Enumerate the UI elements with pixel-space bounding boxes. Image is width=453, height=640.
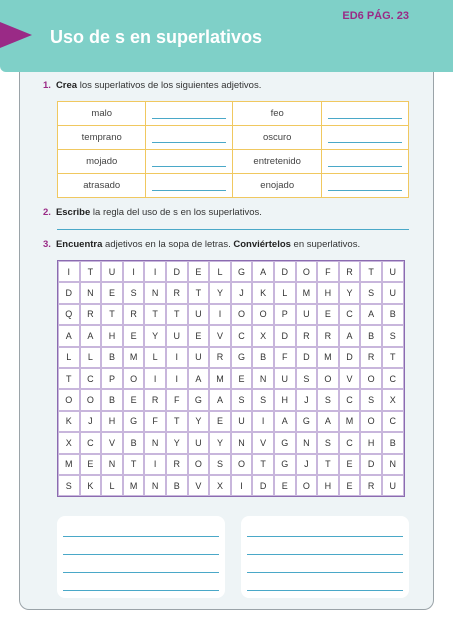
letter-cell[interactable]: N <box>80 282 102 303</box>
letter-cell[interactable]: S <box>382 325 404 346</box>
letter-cell[interactable]: A <box>317 411 339 432</box>
letter-cell[interactable]: J <box>296 389 318 410</box>
letter-cell[interactable]: D <box>360 454 382 475</box>
letter-cell[interactable]: R <box>209 347 231 368</box>
letter-cell[interactable]: O <box>360 368 382 389</box>
letter-cell[interactable]: N <box>144 432 166 453</box>
question-2-instruction <box>43 207 262 218</box>
adjective-cell: enojado <box>233 174 322 198</box>
letter-cell[interactable]: I <box>231 475 253 496</box>
letter-cell[interactable]: M <box>123 475 145 496</box>
letter-cell[interactable]: T <box>58 368 80 389</box>
letter-cell[interactable]: H <box>101 411 123 432</box>
letter-cell[interactable]: K <box>80 475 102 496</box>
letter-cell[interactable]: I <box>166 347 188 368</box>
letter-cell[interactable]: I <box>144 454 166 475</box>
letter-cell[interactable]: X <box>252 325 274 346</box>
letter-cell[interactable]: C <box>382 368 404 389</box>
letter-cell[interactable]: R <box>80 304 102 325</box>
letter-cell[interactable]: T <box>382 347 404 368</box>
letter-cell[interactable]: E <box>339 454 361 475</box>
question-1-verb: Crea <box>55 80 78 91</box>
letter-cell[interactable]: S <box>58 475 80 496</box>
letter-cell[interactable]: C <box>80 368 102 389</box>
letter-cell[interactable]: H <box>274 389 296 410</box>
adjective-cell: mojado <box>58 150 146 174</box>
letter-cell[interactable]: S <box>360 389 382 410</box>
letter-cell[interactable]: U <box>188 304 210 325</box>
letter-cell[interactable]: U <box>188 347 210 368</box>
letter-cell[interactable]: X <box>58 432 80 453</box>
letter-cell[interactable]: T <box>252 454 274 475</box>
letter-cell[interactable]: D <box>274 261 296 282</box>
letter-cell[interactable]: D <box>166 261 188 282</box>
letter-cell[interactable]: J <box>296 454 318 475</box>
letter-cell[interactable]: T <box>166 411 188 432</box>
answer-box-left[interactable] <box>57 516 225 598</box>
letter-cell[interactable]: V <box>209 325 231 346</box>
letter-cell[interactable]: N <box>144 282 166 303</box>
letter-cell[interactable]: O <box>231 304 253 325</box>
letter-cell[interactable]: A <box>188 368 210 389</box>
letter-cell[interactable]: X <box>382 389 404 410</box>
writing-line[interactable] <box>247 590 403 591</box>
letter-cell[interactable]: G <box>188 389 210 410</box>
letter-cell[interactable]: O <box>188 454 210 475</box>
letter-cell[interactable]: U <box>382 475 404 496</box>
question-3-text-mid: adjetivos en la sopa de letras. <box>102 239 234 250</box>
letter-cell[interactable]: H <box>317 282 339 303</box>
letter-cell[interactable]: A <box>360 304 382 325</box>
letter-cell[interactable]: T <box>80 261 102 282</box>
letter-cell[interactable]: Q <box>58 304 80 325</box>
letter-cell[interactable]: B <box>101 389 123 410</box>
letter-cell[interactable]: C <box>339 389 361 410</box>
letter-cell[interactable]: K <box>252 282 274 303</box>
letter-cell[interactable]: R <box>166 454 188 475</box>
letter-cell[interactable]: I <box>144 368 166 389</box>
letter-cell[interactable]: S <box>231 389 253 410</box>
letter-cell[interactable]: O <box>296 475 318 496</box>
writing-line[interactable] <box>247 554 403 555</box>
letter-cell[interactable]: C <box>231 325 253 346</box>
letter-cell[interactable]: D <box>339 347 361 368</box>
letter-cell[interactable]: A <box>80 325 102 346</box>
letter-cell[interactable]: C <box>382 411 404 432</box>
letter-cell[interactable]: E <box>101 282 123 303</box>
letter-cell[interactable]: E <box>123 325 145 346</box>
writing-line[interactable] <box>63 536 219 537</box>
letter-cell[interactable]: U <box>274 368 296 389</box>
letter-cell[interactable]: U <box>382 261 404 282</box>
letter-cell[interactable]: E <box>274 475 296 496</box>
letter-cell[interactable]: M <box>339 411 361 432</box>
letter-cell[interactable]: H <box>360 432 382 453</box>
letter-cell[interactable]: B <box>123 432 145 453</box>
adjective-cell: temprano <box>58 126 146 150</box>
adjectives-table <box>57 101 409 198</box>
letter-cell[interactable]: O <box>252 304 274 325</box>
word-search-grid <box>57 260 405 497</box>
letter-cell[interactable]: T <box>166 304 188 325</box>
letter-cell[interactable]: B <box>382 432 404 453</box>
letter-cell[interactable]: A <box>58 325 80 346</box>
letter-cell[interactable]: F <box>166 389 188 410</box>
letter-cell[interactable]: L <box>209 261 231 282</box>
letter-cell[interactable]: U <box>382 282 404 303</box>
question-3-instruction <box>43 239 360 250</box>
letter-cell[interactable]: P <box>274 304 296 325</box>
letter-cell[interactable]: N <box>252 368 274 389</box>
letter-cell[interactable]: X <box>209 475 231 496</box>
letter-cell[interactable]: O <box>80 389 102 410</box>
page-title: Uso de s en superlativos <box>50 27 263 47</box>
question-1-text: los superlativos de los siguientes adjetivos. <box>77 80 262 91</box>
letter-cell[interactable]: I <box>209 304 231 325</box>
letter-cell[interactable]: M <box>317 347 339 368</box>
letter-cell[interactable]: M <box>296 282 318 303</box>
letter-cell[interactable]: R <box>166 282 188 303</box>
letter-cell[interactable]: D <box>296 347 318 368</box>
letter-cell[interactable]: T <box>360 261 382 282</box>
letter-cell[interactable]: S <box>123 282 145 303</box>
letter-cell[interactable]: F <box>317 261 339 282</box>
letter-cell[interactable]: B <box>382 304 404 325</box>
letter-cell[interactable]: Y <box>144 325 166 346</box>
letter-cell[interactable]: S <box>317 432 339 453</box>
answer-box-right[interactable] <box>241 516 409 598</box>
letter-cell[interactable]: K <box>58 411 80 432</box>
letter-cell[interactable]: R <box>317 325 339 346</box>
letter-cell[interactable]: U <box>231 411 253 432</box>
letter-cell[interactable]: D <box>252 475 274 496</box>
banner-triangle-icon <box>0 22 32 48</box>
letter-cell[interactable]: I <box>58 261 80 282</box>
letter-cell[interactable]: L <box>144 347 166 368</box>
question-1-instruction <box>43 80 261 91</box>
letter-cell[interactable]: O <box>360 411 382 432</box>
letter-cell[interactable]: I <box>166 368 188 389</box>
answer-field[interactable] <box>146 150 233 174</box>
letter-cell[interactable]: J <box>80 411 102 432</box>
letter-cell[interactable]: S <box>252 389 274 410</box>
question-2-number: 2. <box>43 207 51 218</box>
letter-cell[interactable]: U <box>296 304 318 325</box>
letter-cell[interactable]: S <box>360 282 382 303</box>
answer-field[interactable] <box>321 150 408 174</box>
letter-cell[interactable]: Y <box>188 411 210 432</box>
letter-cell[interactable]: A <box>339 325 361 346</box>
letter-cell[interactable]: C <box>339 432 361 453</box>
letter-cell[interactable]: A <box>252 261 274 282</box>
letter-cell[interactable]: G <box>274 454 296 475</box>
letter-cell[interactable]: Y <box>209 432 231 453</box>
letter-cell[interactable]: R <box>144 389 166 410</box>
adjective-cell: malo <box>58 102 146 126</box>
letter-cell[interactable]: S <box>296 368 318 389</box>
question-3-verb-2: Conviértelos <box>233 239 291 250</box>
letter-cell[interactable]: T <box>188 282 210 303</box>
letter-cell[interactable]: A <box>274 411 296 432</box>
letter-cell[interactable]: O <box>58 389 80 410</box>
letter-cell[interactable]: O <box>317 368 339 389</box>
letter-cell[interactable]: J <box>231 282 253 303</box>
letter-cell[interactable]: G <box>123 411 145 432</box>
letter-cell[interactable]: H <box>101 325 123 346</box>
letter-cell[interactable]: F <box>274 347 296 368</box>
letter-cell[interactable]: V <box>188 475 210 496</box>
letter-cell[interactable]: S <box>209 454 231 475</box>
writing-line[interactable] <box>63 554 219 555</box>
writing-line[interactable] <box>247 536 403 537</box>
letter-cell[interactable]: B <box>252 347 274 368</box>
letter-cell[interactable]: T <box>123 454 145 475</box>
letter-cell[interactable]: E <box>188 325 210 346</box>
question-3-verb: Encuentra <box>55 239 103 250</box>
letter-cell[interactable]: T <box>144 304 166 325</box>
letter-cell[interactable]: U <box>101 261 123 282</box>
letter-cell[interactable]: G <box>231 261 253 282</box>
letter-cell[interactable]: L <box>101 475 123 496</box>
letter-cell[interactable]: E <box>317 304 339 325</box>
letter-cell[interactable]: P <box>101 368 123 389</box>
letter-cell[interactable]: I <box>123 261 145 282</box>
letter-cell[interactable]: N <box>296 432 318 453</box>
letter-cell[interactable]: U <box>166 325 188 346</box>
adjective-cell: oscuro <box>233 126 322 150</box>
letter-cell[interactable]: B <box>360 325 382 346</box>
answer-field[interactable] <box>321 174 408 198</box>
letter-cell[interactable]: Y <box>166 432 188 453</box>
letter-cell[interactable]: A <box>209 389 231 410</box>
letter-cell[interactable]: M <box>209 368 231 389</box>
letter-cell[interactable]: R <box>123 304 145 325</box>
letter-cell[interactable]: L <box>80 347 102 368</box>
question-2-text: la regla del uso de s en los superlativos. <box>90 207 262 218</box>
writing-line[interactable] <box>63 590 219 591</box>
writing-line[interactable] <box>247 572 403 573</box>
question-3-number: 3. <box>43 239 51 250</box>
answer-field[interactable] <box>146 102 233 126</box>
letter-cell[interactable]: V <box>101 432 123 453</box>
letter-cell[interactable]: N <box>382 454 404 475</box>
writing-line[interactable] <box>63 572 219 573</box>
letter-cell[interactable]: T <box>101 304 123 325</box>
adjective-cell: entretenido <box>233 150 322 174</box>
letter-cell[interactable]: S <box>317 389 339 410</box>
letter-cell[interactable]: N <box>144 475 166 496</box>
letter-cell[interactable]: Y <box>339 282 361 303</box>
letter-cell[interactable]: I <box>252 411 274 432</box>
letter-cell[interactable]: T <box>317 454 339 475</box>
letter-cell[interactable]: E <box>80 454 102 475</box>
letter-cell[interactable]: R <box>296 325 318 346</box>
letter-cell[interactable]: R <box>360 475 382 496</box>
letter-cell[interactable]: C <box>339 304 361 325</box>
letter-cell[interactable]: E <box>339 475 361 496</box>
question-1-number: 1. <box>43 80 51 91</box>
rule-answer-line[interactable] <box>57 229 409 230</box>
letter-cell[interactable]: G <box>296 411 318 432</box>
letter-cell[interactable]: L <box>274 282 296 303</box>
letter-cell[interactable]: D <box>274 325 296 346</box>
letter-cell[interactable]: E <box>209 411 231 432</box>
letter-cell[interactable]: L <box>58 347 80 368</box>
letter-cell[interactable]: D <box>58 282 80 303</box>
question-2-verb: Escribe <box>55 207 91 218</box>
letter-cell[interactable]: O <box>296 261 318 282</box>
letter-cell[interactable]: V <box>252 432 274 453</box>
page-reference: ED6 PÁG. 23 <box>342 10 409 22</box>
letter-cell[interactable]: O <box>123 368 145 389</box>
letter-cell[interactable]: E <box>231 368 253 389</box>
letter-cell[interactable]: E <box>188 261 210 282</box>
letter-cell[interactable]: N <box>231 432 253 453</box>
answer-field[interactable] <box>146 126 233 150</box>
letter-cell[interactable]: M <box>123 347 145 368</box>
adjective-cell: atrasado <box>58 174 146 198</box>
letter-cell[interactable]: G <box>231 347 253 368</box>
question-3-text-end: en superlativos. <box>290 239 361 250</box>
letter-cell[interactable]: I <box>144 261 166 282</box>
answer-field[interactable] <box>321 102 408 126</box>
letter-cell[interactable]: N <box>101 454 123 475</box>
letter-cell[interactable]: R <box>360 347 382 368</box>
letter-cell[interactable]: U <box>188 432 210 453</box>
letter-cell[interactable]: H <box>317 475 339 496</box>
letter-cell[interactable]: V <box>339 368 361 389</box>
letter-cell[interactable]: B <box>101 347 123 368</box>
letter-cell[interactable]: E <box>123 389 145 410</box>
letter-cell[interactable]: C <box>80 432 102 453</box>
letter-cell[interactable]: M <box>58 454 80 475</box>
letter-cell[interactable]: O <box>231 454 253 475</box>
letter-cell[interactable]: G <box>274 432 296 453</box>
letter-cell[interactable]: F <box>144 411 166 432</box>
letter-cell[interactable]: R <box>339 261 361 282</box>
answer-field[interactable] <box>146 174 233 198</box>
answer-field[interactable] <box>321 126 408 150</box>
letter-cell[interactable]: Y <box>209 282 231 303</box>
letter-cell[interactable]: B <box>166 475 188 496</box>
adjective-cell: feo <box>233 102 322 126</box>
